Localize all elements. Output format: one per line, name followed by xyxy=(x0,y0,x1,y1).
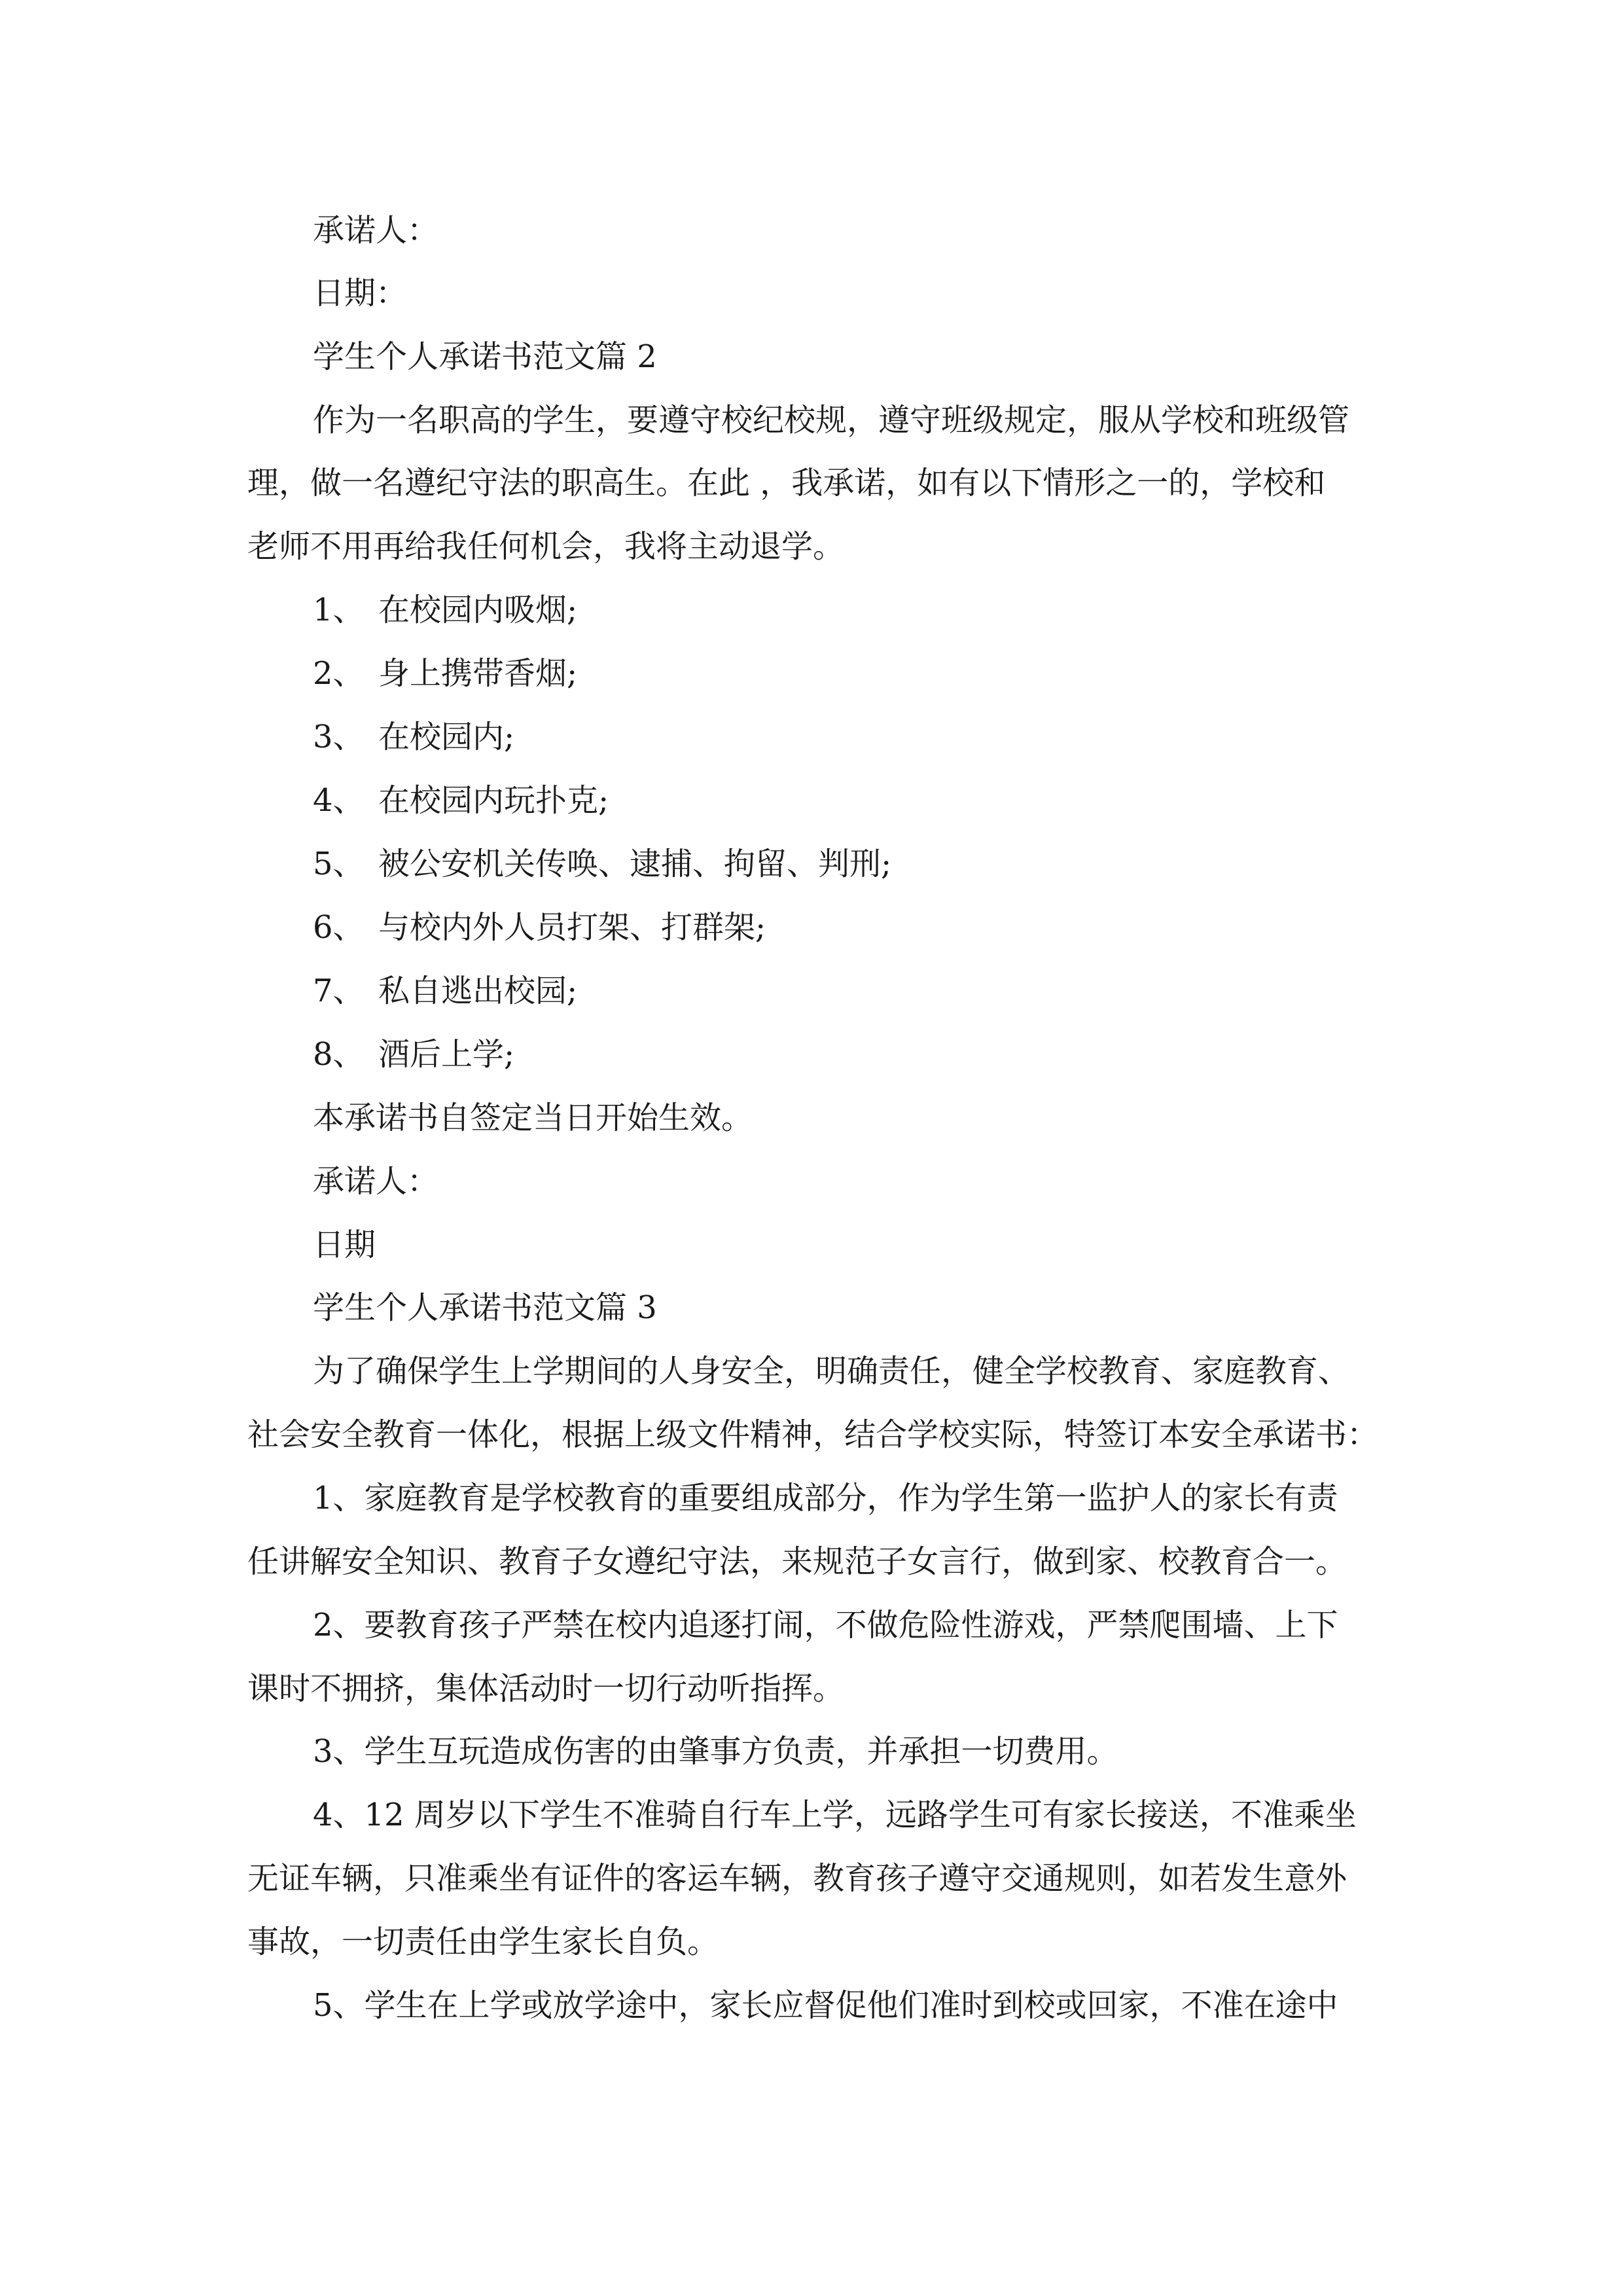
list-text: 在校园内玩扑克; xyxy=(378,782,609,819)
list-item xyxy=(313,717,514,757)
paragraph-line: 4、12 周岁以下学生不准骑自行车上学，远路学生可有家长接送，不准乘坐 xyxy=(313,1797,1357,1833)
list-text: 身上携带香烟; xyxy=(378,655,578,692)
list-item xyxy=(313,654,577,693)
list-number: 1、 xyxy=(313,592,365,628)
list-number: 8、 xyxy=(313,1036,365,1073)
paragraph-line: 社会安全教育一体化，根据上级文件精神，结合学校实际，特签订本安全承诺书： xyxy=(247,1416,1379,1453)
paragraph-line: 2、要教育孩子严禁在校内追逐打闹，不做危险性游戏，严禁爬围墙、上下 xyxy=(313,1607,1338,1643)
list-text: 在校园内; xyxy=(378,719,515,755)
intro-line: 理，做一名遵纪守法的职高生。在此 ，我承诺，如有以下情形之一的，学校和 xyxy=(247,465,1326,501)
paragraph-line: 为了确保学生上学期间的人身安全，明确责任，健全学校教育、家庭教育、 xyxy=(313,1353,1350,1390)
list-item xyxy=(313,1035,514,1074)
signer-label: 承诺人： xyxy=(313,1163,439,1200)
paragraph-line: 无证车辆，只准乘坐有证件的客运车辆，教育孩子遵守交通规则，如若发生意外 xyxy=(247,1860,1347,1897)
list-number: 5、 xyxy=(313,846,365,882)
paragraph-line: 1、家庭教育是学校教育的重要组成部分，作为学生第一监护人的家长有责 xyxy=(313,1480,1338,1516)
list-number: 7、 xyxy=(313,973,365,1009)
list-text: 私自逃出校园; xyxy=(378,973,578,1009)
list-text: 酒后上学; xyxy=(378,1036,515,1073)
list-number: 3、 xyxy=(313,719,365,755)
list-text: 与校内外人员打架、打群架; xyxy=(378,909,766,946)
list-item xyxy=(313,781,609,820)
list-number: 2、 xyxy=(313,655,365,692)
list-text: 被公安机关传唤、逮捕、拘留、判刑; xyxy=(378,846,892,882)
paragraph-line: 课时不拥挤，集体活动时一切行动听指挥。 xyxy=(247,1670,845,1707)
paragraph-line: 事故，一切责任由学生家长自负。 xyxy=(247,1924,719,1960)
list-item xyxy=(313,590,577,630)
paragraph-line: 3、学生互玩造成伤害的由肇事方负责，并承担一切费用。 xyxy=(313,1733,1118,1770)
list-number: 6、 xyxy=(313,909,365,946)
paragraph-line: 5、学生在上学或放学途中，家长应督促他们准时到校或回家，不准在途中 xyxy=(313,1987,1338,2024)
list-number: 4、 xyxy=(313,782,365,819)
list-item xyxy=(313,908,766,947)
signer-label: 承诺人： xyxy=(313,212,439,249)
list-text: 在校园内吸烟; xyxy=(378,592,578,628)
date-label: 日期： xyxy=(313,275,408,312)
section-title-2: 学生个人承诺书范文篇 2 xyxy=(313,338,657,375)
intro-line: 作为一名职高的学生，要遵守校纪校规，遵守班级规定，服从学校和班级管 xyxy=(313,402,1350,439)
section-title-3: 学生个人承诺书范文篇 3 xyxy=(313,1289,657,1326)
paragraph-line: 任讲解安全知识、教育子女遵纪守法，来规范子女言行，做到家、校教育合一。 xyxy=(247,1543,1347,1580)
intro-line: 老师不用再给我任何机会，我将主动退学。 xyxy=(247,528,845,565)
date-label: 日期 xyxy=(313,1227,376,1263)
effective-statement: 本承诺书自签定当日开始生效。 xyxy=(313,1100,753,1136)
list-item xyxy=(313,844,891,884)
list-item xyxy=(313,971,577,1011)
